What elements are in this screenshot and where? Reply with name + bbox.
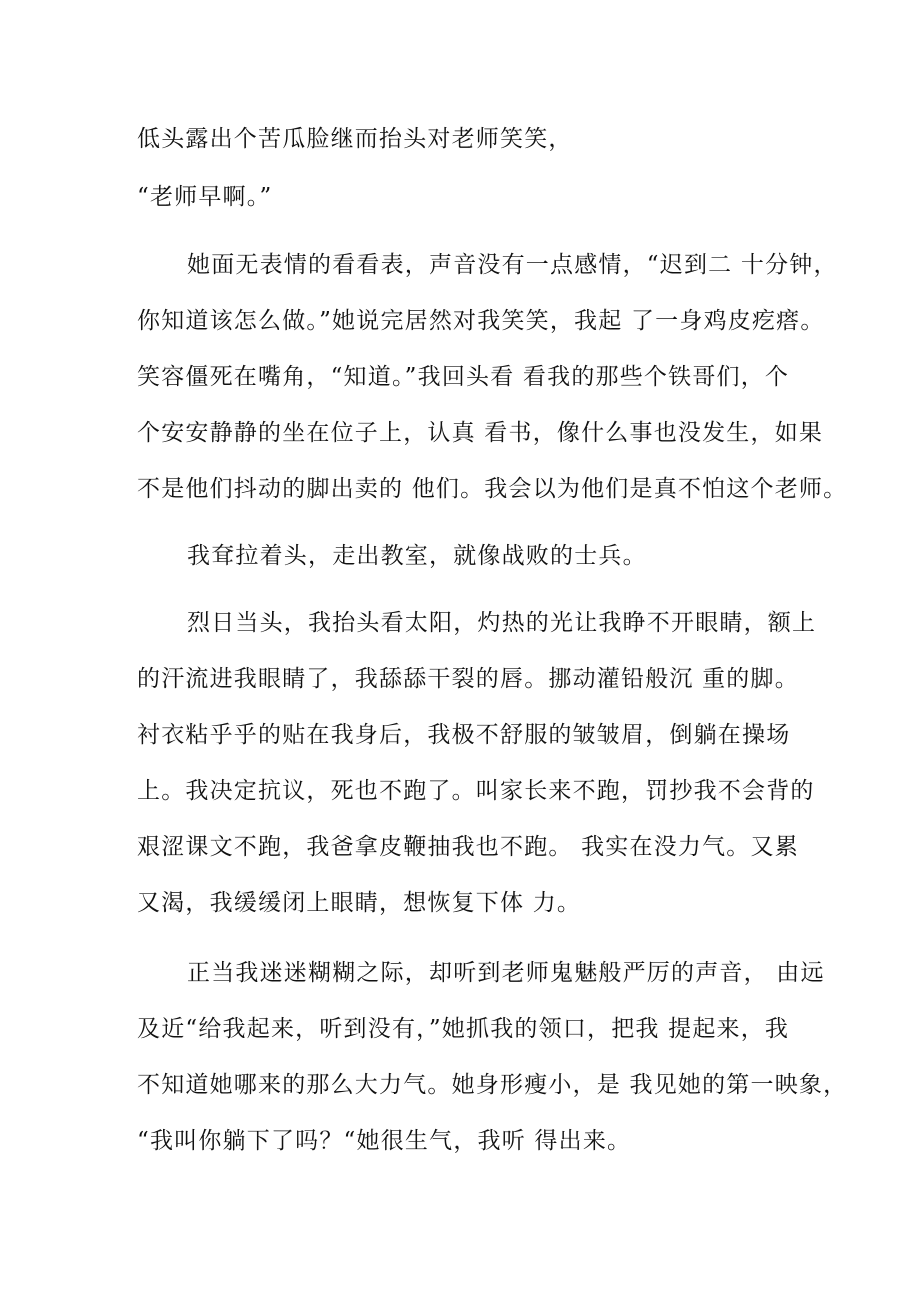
text-line: 又渴，我缓缓闭上眼睛，想恢复下体 力。 bbox=[137, 890, 582, 916]
text-line: 不是他们抖动的脚出卖的 他们。我会以为他们是真不怕这个老师。 bbox=[137, 476, 848, 502]
text-line: 烈日当头，我抬头看太阳，灼热的光让我睁不开眼睛，额上 bbox=[187, 610, 817, 636]
text-line: 正当我迷迷糊糊之际，却听到老师鬼魅般严厉的声音， 由远 bbox=[187, 960, 825, 986]
text-line: 不知道她哪来的那么大力气。她身形瘦小，是 我见她的第一映象， bbox=[137, 1072, 848, 1098]
text-line: 个安安静静的坐在位子上，认真 看书，像什么事也没发生，如果 bbox=[137, 420, 824, 446]
text-line: “我叫你躺下了吗？“她很生气，我听 得出来。 bbox=[137, 1128, 632, 1154]
text-line: 你知道该怎么做。”她说完居然对我笑笑，我起 了一身鸡皮疙瘩。 bbox=[137, 308, 825, 334]
text-line: “老师早啊。” bbox=[137, 184, 273, 210]
text-line: 我耷拉着头，走出教室，就像战败的士兵。 bbox=[187, 543, 647, 569]
text-line: 及近“给我起来，听到没有，”她抓我的领口，把我 提起来，我 bbox=[137, 1016, 790, 1042]
text-line: 低头露出个苦瓜脸继而抬头对老师笑笑， bbox=[137, 126, 573, 152]
text-line: 笑容僵死在嘴角，“知道。”我回头看 看我的那些个铁哥们，个 bbox=[137, 364, 790, 390]
text-line: 上。我决定抗议，死也不跑了。叫家长来不跑，罚抄我不会背的 bbox=[137, 778, 815, 804]
text-line: 的汗流进我眼睛了，我舔舔干裂的唇。挪动灌铅般沉 重的脚。 bbox=[137, 666, 799, 692]
text-line: 艰涩课文不跑，我爸拿皮鞭抽我也不跑。 我实在没力气。又累 bbox=[137, 834, 799, 860]
text-line: 她面无表情的看看表，声音没有一点感情，“迟到二 十分钟， bbox=[187, 252, 838, 278]
text-line: 衬衣粘乎乎的贴在我身后，我极不舒服的皱皱眉，倒躺在操场 bbox=[137, 722, 791, 748]
